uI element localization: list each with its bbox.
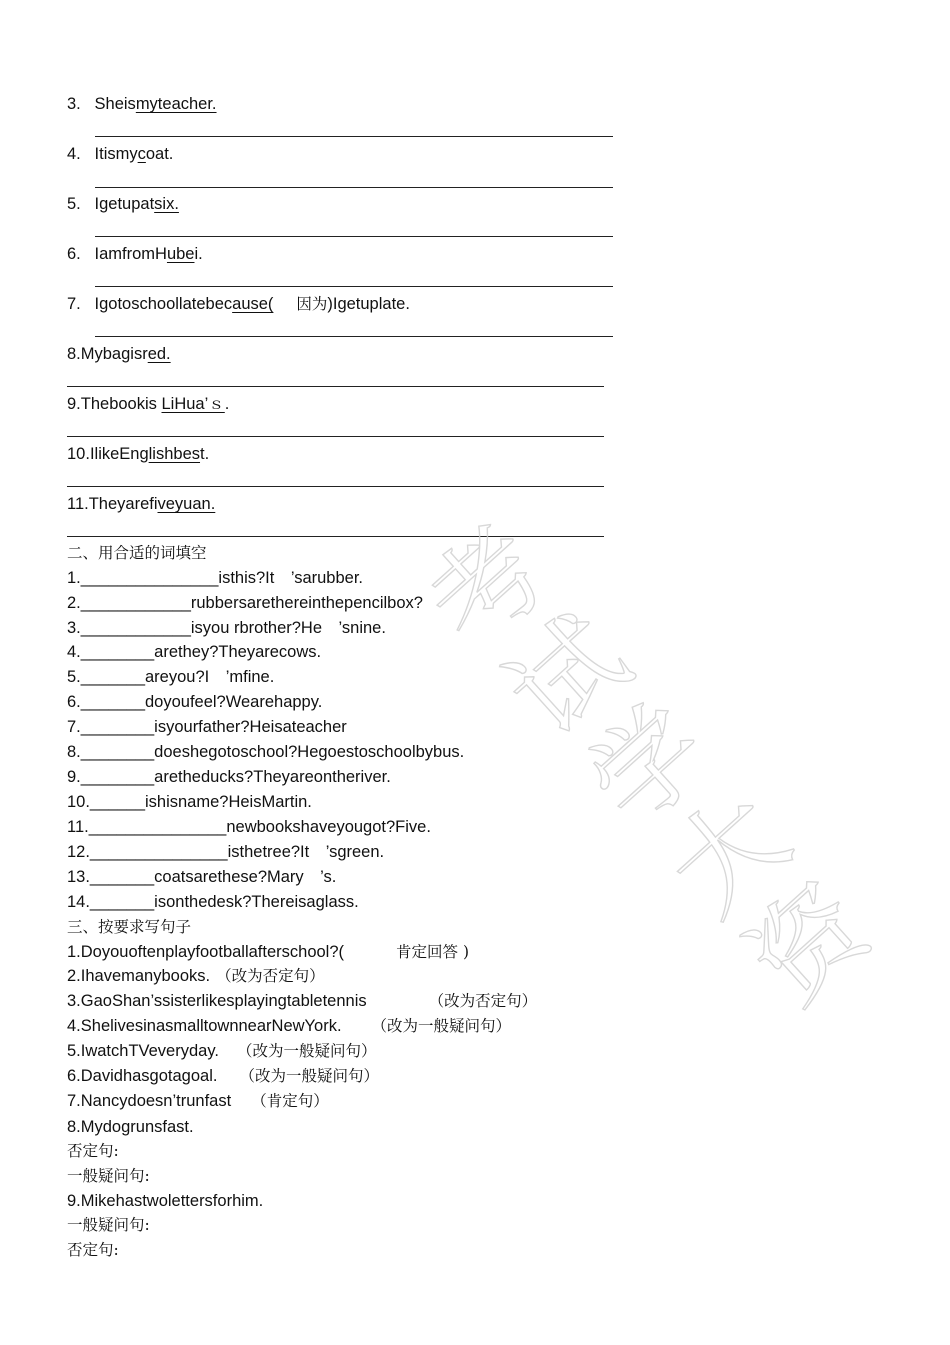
- rewrite-item-10: 10.IlikeEnglishbest.: [67, 445, 210, 463]
- answer-line[interactable]: [95, 136, 613, 137]
- sentence-item: 3.GaoShan’ssisterlikesplayingtabletennis （改为否定句）: [67, 992, 538, 1010]
- fill-item[interactable]: 7.________isyourfather?Heisateacher: [67, 718, 347, 736]
- fill-item[interactable]: 11._______________newbookshaveyougot?Five.: [67, 818, 431, 836]
- answer-line[interactable]: [95, 187, 613, 188]
- rewrite-item-4: 4. Itismycoat.: [67, 145, 174, 163]
- watermark-glyph: 考: [404, 502, 572, 672]
- sentence-item: 8.Mydogrunsfast.: [67, 1118, 194, 1136]
- fill-item[interactable]: 12._______________isthetree?It ’sgreen.: [67, 843, 385, 861]
- answer-label-negative: 否定句:: [67, 1241, 119, 1259]
- fill-item[interactable]: 9.________aretheducks?Theyareontheriver.: [67, 768, 391, 786]
- fill-item[interactable]: 6._______doyoufeel?Wearehappy.: [67, 693, 323, 711]
- fill-item[interactable]: 14._______isonthedesk?Thereisaglass.: [67, 893, 359, 911]
- watermark-glyph: 学: [564, 680, 733, 850]
- fill-item[interactable]: 8.________doeshegotoschool?Hegoestoschoolbybus.: [67, 743, 465, 761]
- rewrite-item-11: 11.Theyarefiveyuan.: [67, 495, 216, 513]
- answer-label-question: 一般疑问句:: [67, 1216, 150, 1234]
- answer-line[interactable]: [67, 436, 604, 437]
- rewrite-item-7: 7. Igotoschoollatebecause( 因为)Igetuplate.: [67, 295, 410, 313]
- fill-item[interactable]: 4.________arethey?Theyarecows.: [67, 643, 322, 661]
- sentence-item: 4.ShelivesinasmalltownnearNewYork. （改为一般疑问句）: [67, 1017, 512, 1035]
- sentence-item: 1.Doyouoftenplayfootballafterschool?( 肯定回答 ): [67, 943, 469, 961]
- fill-item[interactable]: 1._______________isthis?It ’sarubber.: [67, 569, 364, 587]
- watermark-glyph: 资: [725, 859, 893, 1028]
- watermark-glyph: 大: [644, 770, 813, 939]
- sentence-item: 2.Ihavemanybooks. （改为否定句）: [67, 967, 325, 985]
- sentence-item: 9.Mikehastwolettersforhim.: [67, 1192, 264, 1210]
- answer-line[interactable]: [95, 286, 613, 287]
- sentence-item: 5.IwatchTVeveryday. （改为一般疑问句）: [67, 1042, 377, 1060]
- rewrite-item-3: 3. Sheismyteacher.: [67, 95, 217, 113]
- answer-label-negative: 否定句:: [67, 1142, 119, 1160]
- sentence-item: 6.Davidhasgotagoal. （改为一般疑问句）: [67, 1067, 379, 1085]
- answer-line[interactable]: [67, 486, 604, 487]
- sentence-item: 7.Nancydoesn’trunfast （肯定句）: [67, 1092, 329, 1110]
- section-3-title: 三、按要求写句子: [67, 918, 192, 936]
- answer-label-question: 一般疑问句:: [67, 1167, 150, 1185]
- fill-item[interactable]: 5._______areyou?I ’mfine.: [67, 668, 275, 686]
- answer-line[interactable]: [67, 386, 604, 387]
- rewrite-item-8: 8.Mybagisred.: [67, 345, 171, 363]
- section-2-title: 二、用合适的词填空: [67, 544, 207, 562]
- rewrite-item-5: 5. Igetupatsix.: [67, 195, 179, 213]
- answer-line[interactable]: [95, 336, 613, 337]
- fill-item[interactable]: 2.____________rubbersarethereinthepencilbox?: [67, 594, 423, 612]
- fill-item[interactable]: 13._______coatsarethese?Mary ’s.: [67, 868, 337, 886]
- rewrite-item-6: 6. IamfromHubei.: [67, 245, 203, 263]
- rewrite-item-9: 9.Thebookis LiHua’ｓ.: [67, 395, 230, 413]
- fill-item[interactable]: 3.____________isyou rbrother?He ’snine.: [67, 619, 386, 637]
- answer-line[interactable]: [67, 536, 604, 537]
- fill-item[interactable]: 10.______ishisname?HeisMartin.: [67, 793, 312, 811]
- watermark-glyph: 试: [484, 591, 652, 761]
- watermark: [404, 380, 893, 1028]
- answer-line[interactable]: [95, 236, 613, 237]
